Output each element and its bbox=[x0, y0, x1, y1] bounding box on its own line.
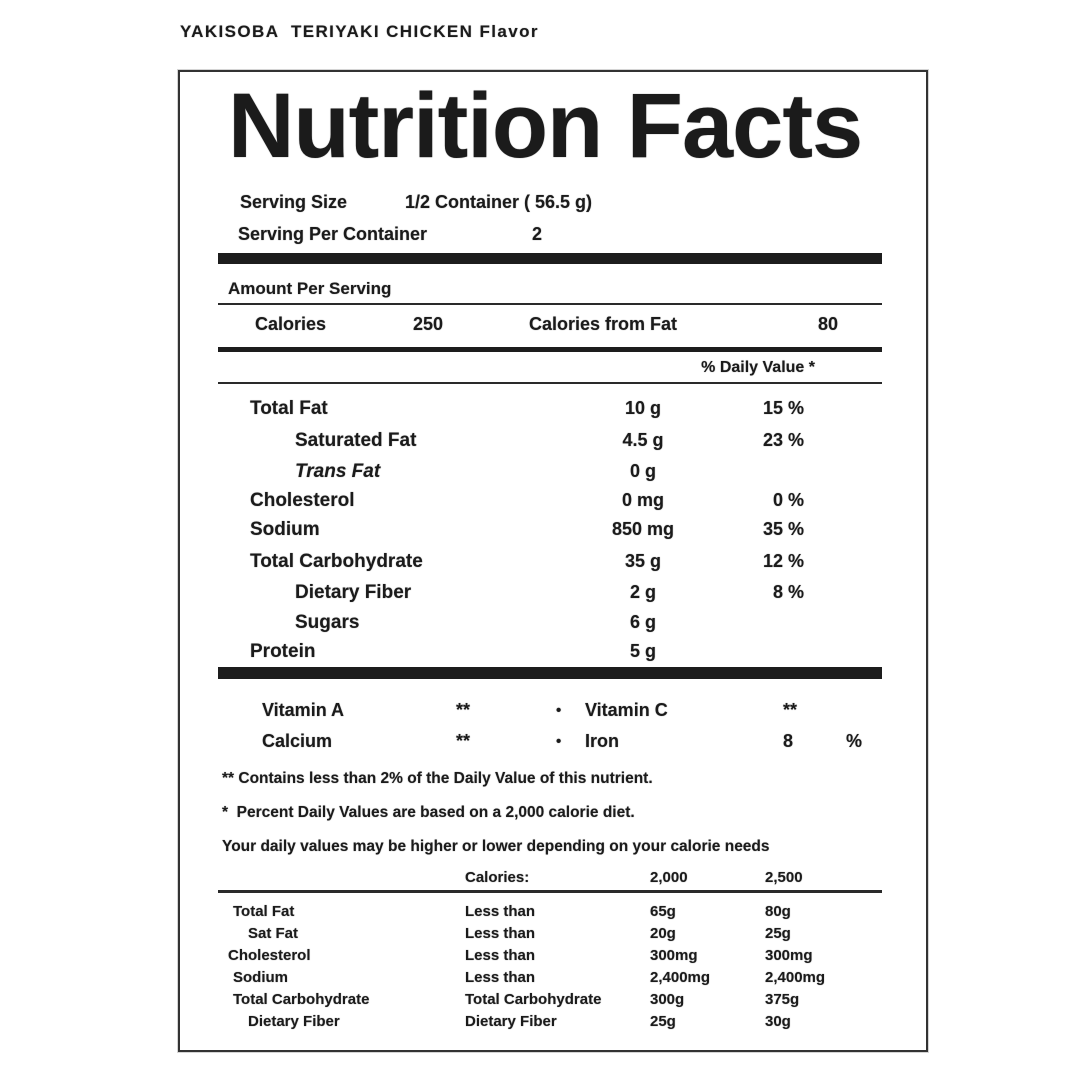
reference-2500-value: 80g bbox=[765, 903, 791, 920]
reference-2000-value: 20g bbox=[650, 925, 676, 942]
nutrient-name: Trans Fat bbox=[295, 461, 381, 482]
nutrient-amount: 10 g bbox=[624, 398, 662, 418]
reference-2500-value: 300mg bbox=[765, 947, 813, 964]
reference-qualifier: Less than bbox=[465, 903, 536, 920]
servings-per-container-value: 2 bbox=[532, 224, 543, 244]
vitamin-left-value: ** bbox=[455, 700, 470, 720]
reference-header-2500: 2,500 bbox=[765, 869, 803, 886]
nutrient-name: Saturated Fat bbox=[295, 430, 417, 451]
nutrient-name: Cholesterol bbox=[250, 490, 355, 511]
nutrient-daily-value: 23 % bbox=[762, 430, 804, 450]
nutrient-row bbox=[218, 490, 882, 516]
reference-2000-value: 65g bbox=[650, 903, 676, 920]
reference-2500-value: 375g bbox=[765, 991, 800, 1008]
vitamin-right-value: 8 bbox=[783, 731, 794, 751]
divider-thick-bottom bbox=[218, 667, 882, 679]
nutrient-row bbox=[218, 519, 882, 545]
serving-size-value: 1/2 Container ( 56.5 g) bbox=[405, 192, 593, 212]
nutrient-daily-value: 12 % bbox=[762, 551, 804, 571]
label-title: Nutrition Facts bbox=[228, 75, 863, 177]
nutrient-row bbox=[218, 461, 882, 487]
servings-per-container-label: Serving Per Container bbox=[238, 224, 428, 244]
calories-from-fat-value: 80 bbox=[817, 314, 838, 334]
vitamin-left-name: Vitamin A bbox=[262, 700, 345, 720]
divider-table bbox=[218, 890, 882, 893]
reference-2500-value: 2,400mg bbox=[765, 969, 826, 986]
product-title: YAKISOBA TERIYAKI CHICKEN Flavor bbox=[180, 22, 539, 41]
reference-2000-value: 300mg bbox=[650, 947, 698, 964]
reference-qualifier: Less than bbox=[465, 969, 536, 986]
calories-value: 250 bbox=[413, 314, 444, 334]
nutrient-daily-value: 35 % bbox=[762, 519, 804, 539]
nutrient-amount: 35 g bbox=[624, 551, 662, 571]
reference-name: Sodium bbox=[233, 969, 288, 986]
footnote: Your daily values may be higher or lower depending on your calorie needs bbox=[222, 838, 770, 855]
bullet-icon: • bbox=[556, 702, 562, 719]
reference-name: Total Carbohydrate bbox=[233, 991, 370, 1008]
calories-from-fat-label: Calories from Fat bbox=[529, 314, 678, 334]
reference-header-calories: Calories: bbox=[465, 869, 530, 886]
calories-row bbox=[218, 314, 882, 340]
reference-qualifier: Total Carbohydrate bbox=[465, 991, 602, 1008]
footnote: ** Contains less than 2% of the Daily Value of this nutrient. bbox=[222, 770, 653, 787]
nutrient-name: Sugars bbox=[295, 612, 360, 633]
reference-qualifier: Dietary Fiber bbox=[465, 1013, 557, 1030]
servings-per-container-row bbox=[218, 224, 882, 250]
nutrient-name: Total Carbohydrate bbox=[250, 551, 423, 572]
reference-name: Total Fat bbox=[233, 903, 295, 920]
nutrient-daily-value: 0 % bbox=[772, 490, 804, 510]
reference-table-row bbox=[218, 1013, 882, 1039]
reference-name: Dietary Fiber bbox=[248, 1013, 340, 1030]
nutrient-amount: 4.5 g bbox=[622, 430, 664, 450]
nutrient-amount: 850 mg bbox=[611, 519, 675, 539]
vitamin-right-name: Vitamin C bbox=[585, 700, 668, 720]
reference-2000-value: 25g bbox=[650, 1013, 676, 1030]
nutrient-name: Sodium bbox=[250, 519, 320, 540]
reference-2000-value: 2,400mg bbox=[650, 969, 711, 986]
serving-size-row bbox=[218, 192, 882, 218]
nutrient-row bbox=[218, 398, 882, 424]
reference-2500-value: 25g bbox=[765, 925, 791, 942]
nutrient-name: Dietary Fiber bbox=[295, 582, 412, 603]
nutrient-daily-value: 15 % bbox=[762, 398, 804, 418]
serving-size-label: Serving Size bbox=[240, 192, 348, 212]
reference-2500-value: 30g bbox=[765, 1013, 791, 1030]
vitamin-row bbox=[218, 731, 882, 757]
daily-value-heading: % Daily Value * bbox=[701, 359, 815, 376]
nutrient-amount: 2 g bbox=[629, 582, 656, 602]
calories-label: Calories bbox=[255, 314, 327, 334]
nutrition-facts-label bbox=[178, 70, 928, 1052]
footnote: * Percent Daily Values are based on a 2,000 calorie diet. bbox=[222, 804, 635, 821]
nutrient-amount: 0 mg bbox=[621, 490, 664, 510]
reference-qualifier: Less than bbox=[465, 925, 536, 942]
vitamin-left-name: Calcium bbox=[262, 731, 333, 751]
divider-thick-top bbox=[218, 253, 882, 264]
reference-name: Cholesterol bbox=[228, 947, 311, 964]
divider-thin bbox=[218, 382, 882, 384]
nutrient-row bbox=[218, 612, 882, 638]
bullet-icon: • bbox=[556, 733, 562, 750]
reference-qualifier: Less than bbox=[465, 947, 536, 964]
amount-per-serving-heading: Amount Per Serving bbox=[228, 279, 392, 298]
vitamin-right-name: Iron bbox=[585, 731, 619, 751]
divider-medium bbox=[218, 347, 882, 352]
nutrient-row bbox=[218, 582, 882, 608]
reference-header-2000: 2,000 bbox=[650, 869, 688, 886]
vitamin-row bbox=[218, 700, 882, 726]
nutrient-daily-value: 8 % bbox=[772, 582, 804, 602]
nutrient-row bbox=[218, 551, 882, 577]
nutrient-row bbox=[218, 430, 882, 456]
reference-2000-value: 300g bbox=[650, 991, 685, 1008]
vitamin-right-unit: % bbox=[846, 731, 863, 751]
vitamin-left-value: ** bbox=[455, 731, 470, 751]
nutrient-name: Total Fat bbox=[250, 398, 328, 419]
vitamin-right-value: ** bbox=[783, 700, 798, 720]
nutrient-amount: 6 g bbox=[629, 612, 656, 632]
nutrient-amount: 5 g bbox=[629, 641, 656, 661]
divider-thin bbox=[218, 303, 882, 305]
nutrient-row bbox=[218, 641, 882, 667]
nutrient-amount: 0 g bbox=[629, 461, 656, 481]
reference-name: Sat Fat bbox=[248, 925, 299, 942]
nutrient-name: Protein bbox=[250, 641, 316, 662]
